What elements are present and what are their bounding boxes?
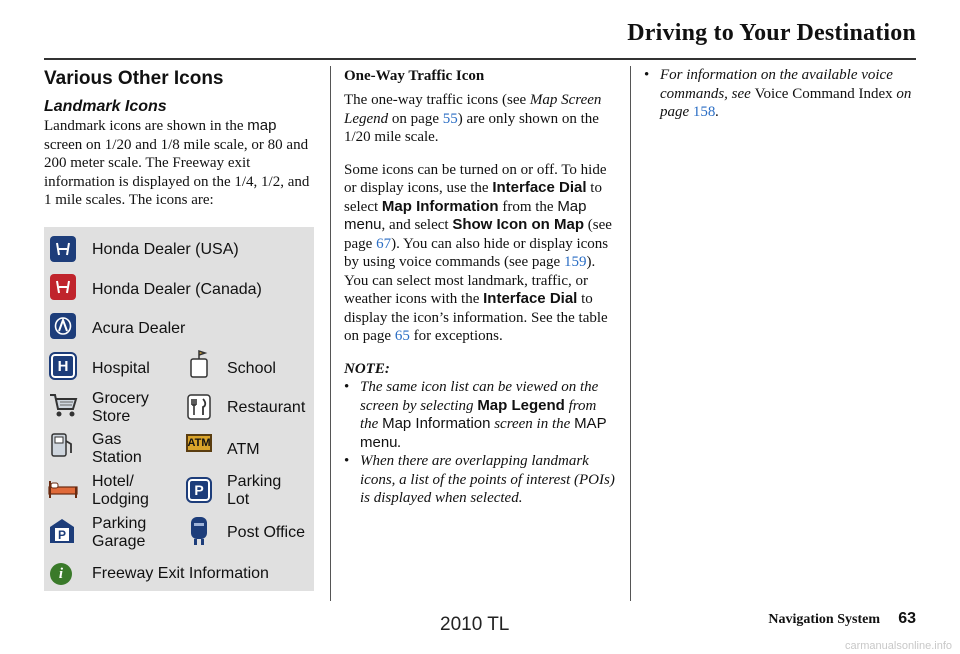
voice-commands-note: • For information on the available voice commands, see Voice Command Index on page 158.	[644, 66, 916, 122]
column-left	[44, 66, 316, 210]
icon-label-honda-dealer-usa: Honda Dealer (USA)	[92, 241, 239, 258]
page-number: 63	[898, 610, 916, 627]
icon-label-hotel-lodging: Hotel/ Lodging	[92, 473, 149, 508]
acura-dealer-icon	[50, 313, 76, 339]
page-link-67[interactable]: 67	[376, 235, 392, 252]
school-icon	[188, 349, 210, 384]
icon-label-atm: ATM	[227, 441, 260, 458]
icon-label-grocery-store: Grocery Store	[92, 390, 149, 425]
note-label: NOTE:	[344, 360, 390, 377]
honda-dealer-usa-icon	[50, 236, 76, 262]
icon-label-gas-station: Gas Station	[92, 431, 142, 466]
page-link-158[interactable]: 158	[692, 104, 716, 120]
icon-label-freeway-exit-information: Freeway Exit Information	[92, 565, 269, 582]
icon-label-restaurant: Restaurant	[227, 399, 306, 416]
icon-label-parking-lot: Parking Lot	[227, 473, 282, 508]
page-link-159[interactable]: 159	[563, 254, 587, 270]
section-heading: Various Other Icons	[44, 68, 224, 89]
icon-label-parking-garage: Parking Garage	[92, 515, 147, 550]
subsection-heading: Landmark Icons	[44, 98, 167, 115]
parking-lot-icon: P	[188, 479, 210, 501]
icon-legend-panel	[44, 227, 314, 591]
restaurant-icon	[187, 394, 211, 425]
footer-model: 2010 TL	[440, 614, 510, 635]
page-link-65[interactable]: 65	[394, 328, 410, 344]
note-item-2: • When there are overlapping landmark icons, a list of the points of interest (POIs) is displayed when selected.	[344, 452, 616, 508]
watermark: carmanualsonline.info	[844, 640, 952, 652]
icon-select-paragraph: You can select most landmark, traffic, or weather icons with the Interface Dial to display the icon’s information. See the table on page 65 for exceptions.	[344, 272, 608, 344]
icon-visibility-paragraph: Some icons can be turned on or off. To hide or display icons, use the Interface Dial to select Map Information from the Map menu, and select Show Icon on Map (see page 67). You can also hide or display icons by using voice commands (see page 159).	[344, 161, 612, 270]
column-right	[644, 66, 916, 122]
one-way-traffic-heading: One-Way Traffic Icon	[344, 68, 485, 84]
gas-station-icon	[50, 431, 74, 464]
icon-label-school: School	[227, 360, 276, 377]
page-link-55[interactable]: 55	[442, 110, 458, 127]
grocery-store-icon	[48, 392, 78, 423]
parking-garage-icon	[48, 517, 76, 550]
column-divider-1	[330, 66, 331, 601]
header-rule	[44, 58, 916, 60]
post-office-icon	[190, 515, 208, 552]
parking-garage-glyph: P	[57, 528, 67, 542]
one-way-traffic-paragraph: The one-way traffic icons (see Map Screen Legend on page 55) are only shown on the 1/20 mile scale.	[344, 92, 602, 145]
footer-section-name: Navigation System	[768, 612, 880, 627]
hotel-lodging-icon	[48, 478, 78, 505]
note-item-1: • The same icon list can be viewed on the screen by selecting Map Legend from the Map Information screen in the MAP menu.	[344, 378, 616, 452]
page-title: Driving to Your Destination	[627, 20, 916, 46]
icon-label-acura-dealer: Acura Dealer	[92, 320, 186, 337]
column-divider-2	[630, 66, 631, 601]
column-middle	[344, 66, 616, 508]
honda-dealer-canada-icon	[50, 274, 76, 300]
icon-label-honda-dealer-canada: Honda Dealer (Canada)	[92, 281, 262, 298]
icon-label-post-office: Post Office	[227, 524, 305, 541]
freeway-exit-information-icon: i	[50, 563, 72, 585]
intro-paragraph: Landmark icons are shown in the map screen on 1/20 and 1/8 mile scale, or 80 and 200 meter scale. The Freeway exit information is displayed on the 1/4, 1/2, and 1 mile scales. The icons are:	[44, 117, 310, 208]
icon-label-hospital: Hospital	[92, 360, 150, 377]
hospital-icon: H	[51, 354, 75, 378]
atm-icon: ATM	[186, 434, 212, 452]
